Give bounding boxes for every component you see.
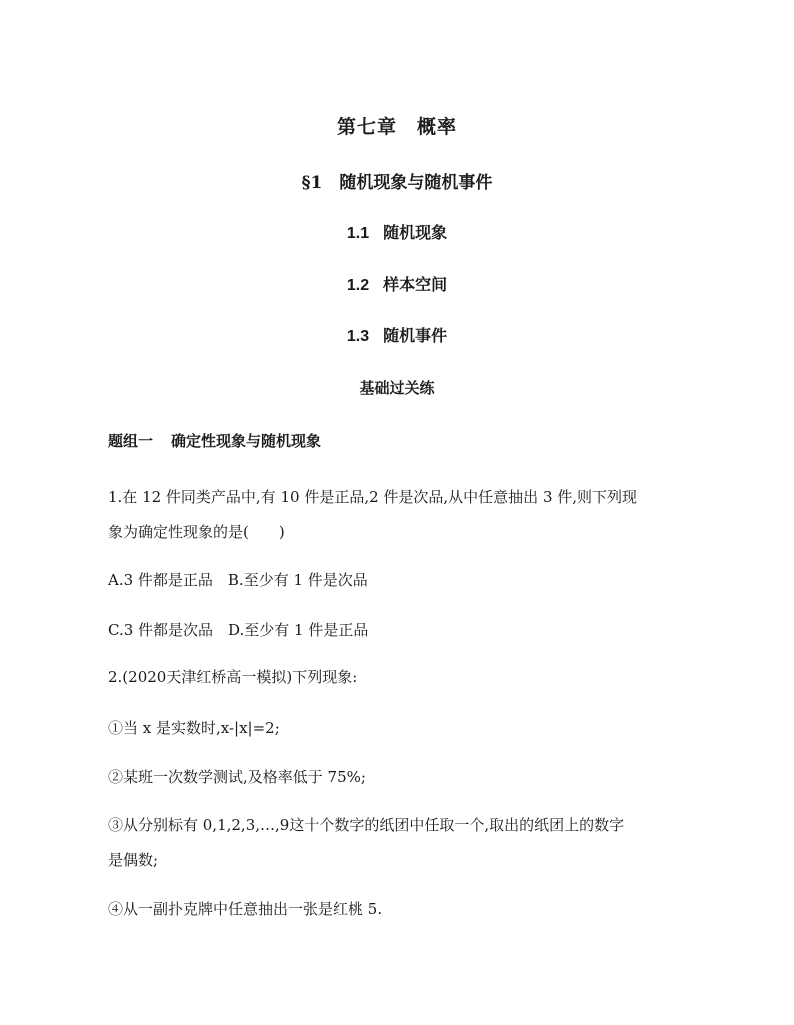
subsection-number: 1.3: [346, 328, 370, 345]
question-2-item-4: ④从一副扑克牌中任意抽出一张是红桃 5.: [108, 900, 383, 918]
group-label: 题组一: [108, 432, 154, 450]
question-2-item-3-line-1: ③从分别标有 0,1,2,3,…,9这十个数字的纸团中任取一个,取出的纸团上的数字: [108, 816, 625, 834]
group-heading: [108, 430, 708, 451]
question-1-line-2: 象为确定性现象的是( ): [108, 523, 285, 541]
subsection-1-3: [0, 323, 794, 346]
subsection-number: 1.1: [346, 225, 370, 242]
subsection-label: 随机事件: [383, 326, 448, 345]
question-2-stem: 2.(2020天津红桥高一模拟)下列现象:: [108, 668, 358, 686]
question-1-options-cd: C.3 件都是次品 D.至少有 1 件是正品: [108, 621, 369, 639]
chapter-title: 第七章 概率: [336, 116, 457, 138]
question-2-item-1: ①当 x 是实数时,x-|x|=2;: [108, 719, 280, 737]
question-1-line-1: 1.在 12 件同类产品中,有 10 件是正品,2 件是次品,从中任意抽出 3 件,则下列现: [108, 488, 638, 506]
subsection-1-1: [0, 220, 794, 243]
question-2-item-2: ②某班一次数学测试,及格率低于 75%;: [108, 768, 366, 786]
group-title: 确定性现象与随机现象: [171, 432, 322, 450]
question-2-item-3-line-2: 是偶数;: [108, 851, 159, 869]
question-1-options-ab: A.3 件都是正品 B.至少有 1 件是次品: [108, 571, 368, 589]
practice-title: 基础过关练: [359, 379, 435, 397]
subsection-1-2: [0, 272, 794, 295]
section-title: §1 随机现象与随机事件: [301, 173, 493, 193]
subsection-label: 随机现象: [383, 223, 448, 242]
subsection-number: 1.2: [346, 277, 370, 294]
subsection-label: 样本空间: [383, 275, 448, 294]
